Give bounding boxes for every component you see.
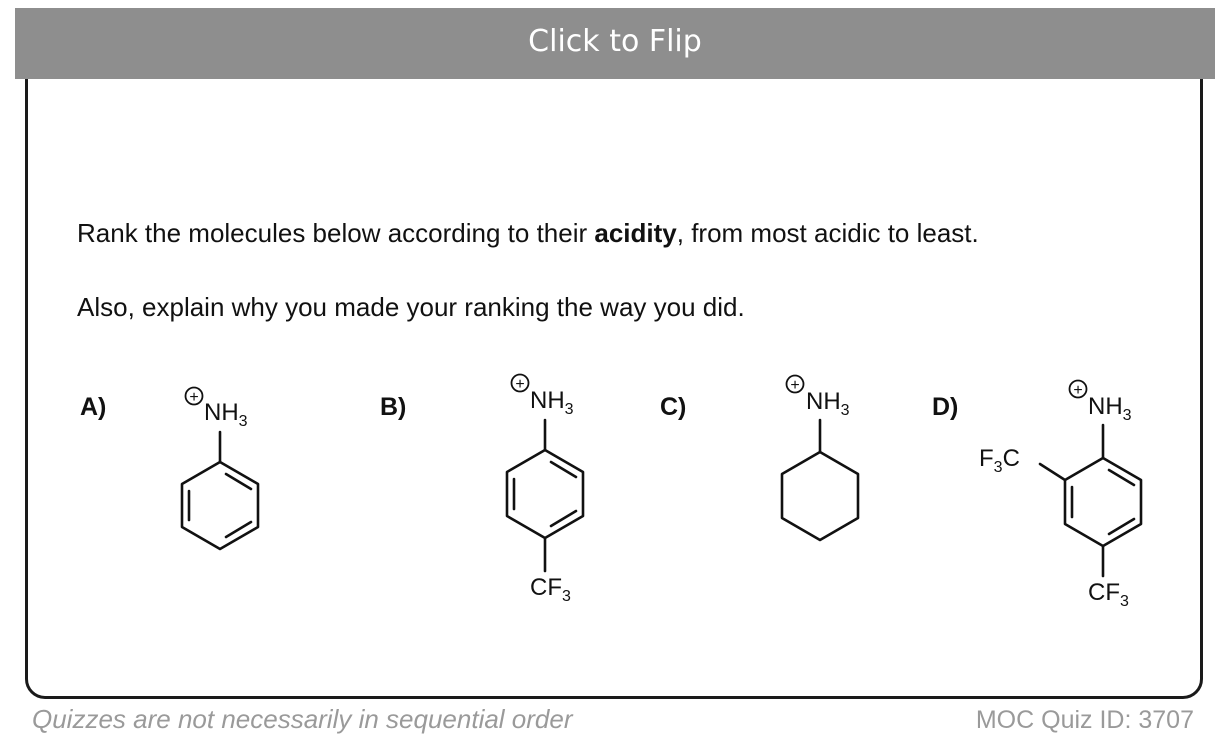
click-to-flip-button[interactable]: Click to Flip xyxy=(15,8,1215,79)
question-text-bold: acidity xyxy=(594,218,677,248)
question-text-end: , from most acidic to least. xyxy=(676,218,979,248)
flashcard[interactable] xyxy=(25,16,1203,699)
explain-instruction: Also, explain why you made your ranking the way you did. xyxy=(77,292,745,322)
amine-label-b: $NH_3$ xyxy=(530,387,574,418)
question-text xyxy=(77,218,979,249)
cf3-label-d-ortho: $F_3C$ xyxy=(979,445,1020,476)
option-c-label: C) xyxy=(660,393,687,421)
option-a-label: A) xyxy=(80,393,107,421)
amine-label-d: $NH_3$ xyxy=(1088,393,1132,424)
quiz-id: MOC Quiz ID: 3707 xyxy=(975,706,1194,734)
charge-plus-c: + xyxy=(790,377,800,394)
charge-plus-a: + xyxy=(189,389,199,406)
sequential-order-note: Quizzes are not necessarily in sequential order xyxy=(32,704,573,734)
charge-plus-b: + xyxy=(515,376,525,393)
option-d-label: D) xyxy=(932,393,959,421)
option-b-label: B) xyxy=(380,393,407,421)
amine-label-c: $NH_3$ xyxy=(806,388,850,419)
amine-label-a: $NH_3$ xyxy=(204,399,248,430)
charge-plus-d: + xyxy=(1073,382,1083,399)
cf3-label-b: $CF_3$ xyxy=(530,574,571,605)
cf3-label-d-para: $CF_3$ xyxy=(1088,579,1129,610)
question-text-start: Rank the molecules below according to their xyxy=(77,218,595,248)
